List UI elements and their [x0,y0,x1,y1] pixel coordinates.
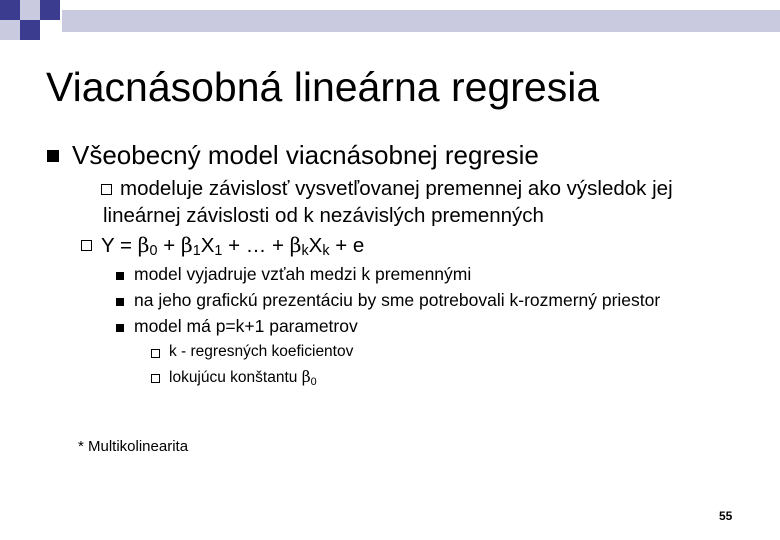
bullet-square-icon [116,272,124,280]
formula-x: X [200,234,215,257]
bullet-square-icon [116,324,124,332]
bullet-square-icon [116,298,124,306]
subscript: 0 [310,376,317,388]
subscript: k [322,243,330,259]
beta-symbol: β [289,233,302,257]
list-item: k - regresných koeficientov [169,343,354,360]
page-number: 55 [719,509,733,523]
checker-header-decoration [0,0,780,42]
subscript: 1 [214,243,223,259]
beta-symbol: β [301,368,311,386]
beta-symbol: β [180,233,193,257]
regression-formula [101,233,364,258]
subscript: k [301,243,309,259]
hollow-square-bullet-icon [151,374,160,383]
slide-title: Viacnásobná lineárna regresia [46,64,600,110]
formula-plus: + e [329,234,365,257]
list-item: model vyjadruje vzťah medzi k premennými [134,264,472,284]
footnote: * Multikolinearita [78,438,189,455]
sub-bullet-line-1: modeluje závislosť vysvetľovanej premennej ako výsledok jej [120,177,673,200]
hollow-square-bullet-icon [101,184,112,195]
formula-y: Y = [101,234,138,257]
formula-plus: + … + [222,234,290,257]
subscript: 0 [149,243,158,259]
list-item-text: lokujúcu konštantu [169,369,302,386]
formula-x: X [308,234,323,257]
beta-symbol: β [137,233,150,257]
bullet-text: Všeobecný model viacnásobnej regresie [72,140,539,170]
formula-plus: + [157,234,181,257]
hollow-square-bullet-icon [81,240,92,251]
list-item [169,368,317,387]
list-item: na jeho grafickú prezentáciu by sme potrebovali k-rozmerný priestor [134,290,661,310]
list-item: model má p=k+1 parametrov [134,316,358,336]
bullet-square-icon [47,150,59,162]
hollow-square-bullet-icon [151,349,160,358]
sub-bullet-line-2: lineárnej závislosti od k nezávislých premenných [103,204,544,227]
subscript: 1 [192,243,201,259]
